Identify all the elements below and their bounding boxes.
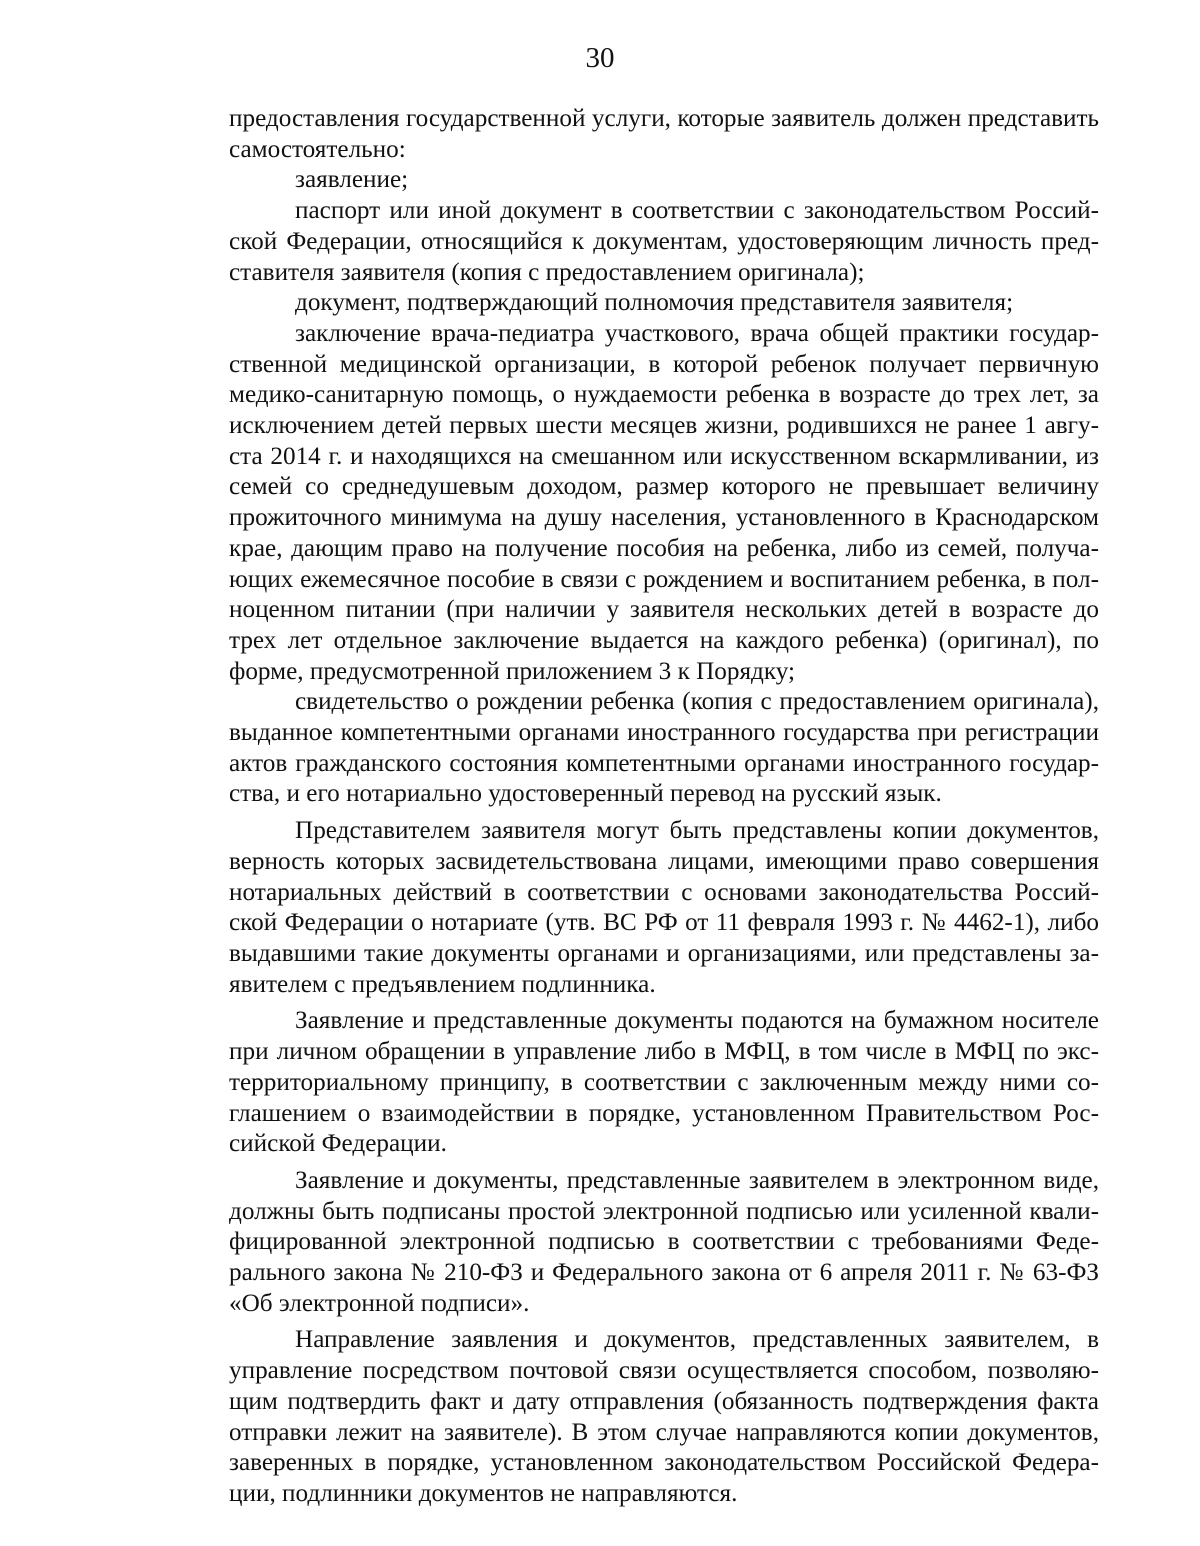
page-number: 30 [585,42,615,74]
paragraph: Заявление и представленные документы подаются на бумажном носителе при личном обращении в управление либо в МФЦ, в том числе в МФЦ по экстерриториальному принципу, в соответствии с заключенным между ними соглашением о взаимодействии в порядке, установленном Правительством Российской Федерации. [229,1007,1099,1158]
paragraph: Направление заявления и документов, представленных заявителем, в управление посредством почтовой связи осуществляется способом, позволяющим подтвердить факт и дату отправления (обязанность подтверждения факта отправки лежит на заявителе). В этом случае направляются копии документов, заверенных в порядке, установленном законодательством Российской Федерации, подлинники документов не направляются. [229,1326,1099,1507]
paragraph: паспорт или иной документ в соответствии с законодательством Российской Федерации, относящийся к документам, удостоверяющим личность представителя заявителя (копия с предоставлением оригинала); [229,197,1099,286]
paragraph: Заявление и документы, представленные заявителем в электронном виде, должны быть подписаны простой электронной подписью или усиленной квалифицированной электронной подписью в соответствии с требованиями Федерального закона № 210-ФЗ и Федерального закона от 6 апреля 2011 г. № 63-ФЗ «Об электронной подписи». [229,1166,1099,1317]
paragraph: Представителем заявителя могут быть представлены копии документов, верность которых засвидетельствована лицами, имеющими право совершения нотариальных действий в соответствии с основами законодательства Российской Федерации о нотариате (утв. ВС РФ от 11 февраля 1993 г. № 4462-1), либо выдавшими такие документы органами и организациями, или представлены заявителем с предъявлением подлинника. [229,817,1099,998]
paragraph: заявление; [295,166,409,194]
paragraph: предоставления государственной услуги, которые заявитель должен представить самостоятельно: [229,105,1099,163]
paragraph: свидетельство о рождении ребенка (копия с предоставлением оригинала), выданное компетентными органами иностранного государства при регистрации актов гражданского состояния компетентными органами иностранного государства, и его нотариально удостоверенный перевод на русский язык. [229,688,1099,808]
paragraph: заключение врача-педиатра участкового, врача общей практики государственной медицинской организации, в которой ребенок получает первичную медико-санитарную помощь, о нуждаемости ребенка в возрасте до трех лет, за исключением детей первых шести месяцев жизни, родившихся не ранее 1 августа 2014 г. и находящихся на смешанном или искусственном вскармливании, из семей со среднедушевым доходом, размер которого не превышает величину прожиточного минимума на душу населения, установленного в Краснодарском крае, дающим право на получение пособия на ребенка, либо из семей, получающих ежемесячное пособие в связи с рождением и воспитанием ребенка, в полноценном питании (при наличии у заявителя нескольких детей в возрасте до трех лет отдельное заключение выдается на каждого ребенка) (оригинал), по форме, предусмотренной приложением 3 к Порядку; [229,319,1099,685]
document-body [229,104,1099,1510]
paragraph: документ, подтверждающий полномочия представителя заявителя; [295,289,1014,317]
